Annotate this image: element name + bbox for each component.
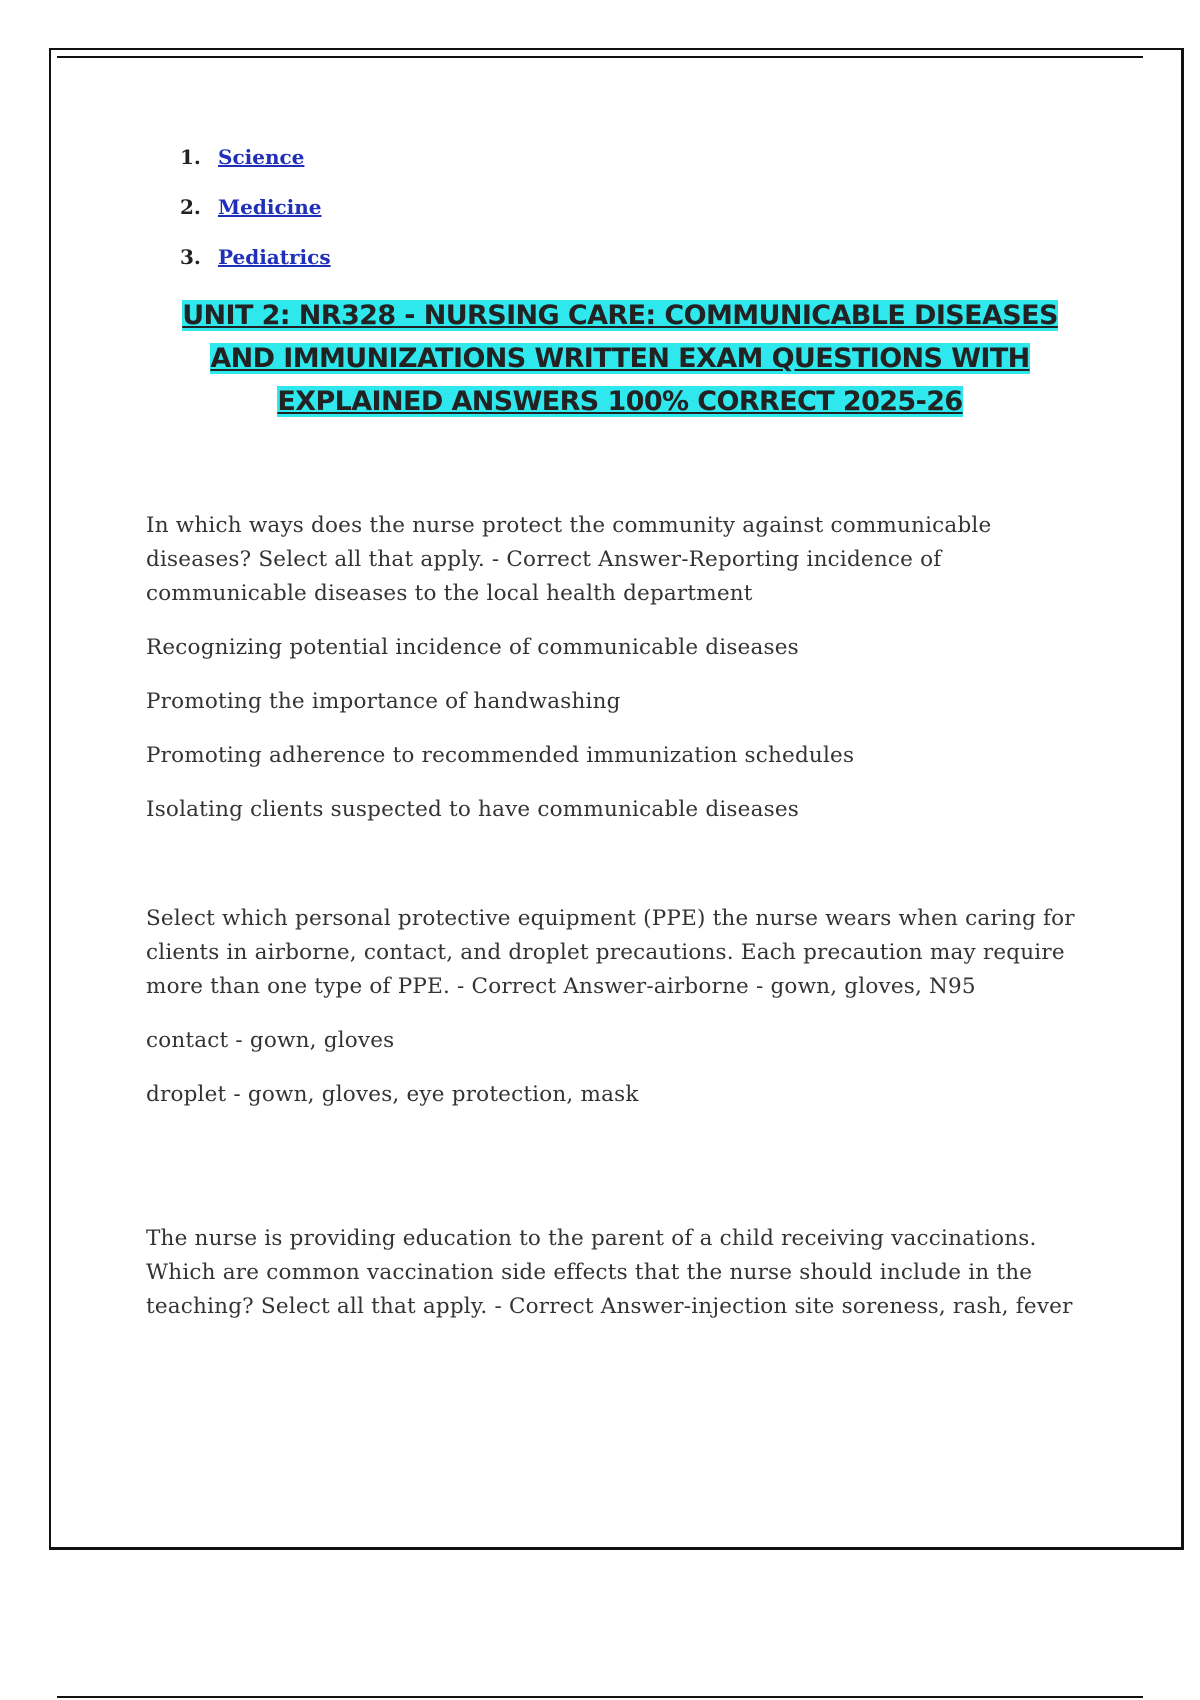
question-text: Select which personal protective equipment (PPE) the nurse wears when caring for clients in airborne, contact, and droplet precautions. Each precaution may require more than one type of PPE. - Correct Answer-airborne - gown, gloves, N95 — [146, 906, 1075, 999]
answer-item: Recognizing potential incidence of communicable diseases — [146, 635, 799, 660]
breadcrumb-item-medicine — [180, 192, 331, 242]
breadcrumb-number: 1. — [180, 145, 201, 169]
top-rule — [57, 56, 1143, 58]
answer-item: droplet - gown, gloves, eye protection, mask — [146, 1082, 639, 1107]
answer-item: Promoting the importance of handwashing — [146, 689, 621, 714]
breadcrumb-link-medicine[interactable]: Medicine — [218, 195, 322, 219]
breadcrumb — [180, 142, 331, 292]
answer-item: contact - gown, gloves — [146, 1028, 395, 1053]
answer-item: Isolating clients suspected to have communicable diseases — [146, 797, 799, 822]
breadcrumb-item-pediatrics — [180, 242, 331, 292]
bottom-rule — [57, 1696, 1143, 1698]
question-text: The nurse is providing education to the parent of a child receiving vaccinations. Which are common vaccination side effects that the nurse should include in the teaching? Select all that apply. - Correct Answer-injection site soreness, rash, fever — [146, 1226, 1073, 1319]
qa-block-3 — [146, 1222, 1086, 1344]
qa-block-1 — [146, 509, 1086, 847]
title-line: UNIT 2: NR328 - NURSING CARE: COMMUNICABLE DISEASES — [182, 300, 1058, 331]
qa-block-2 — [146, 902, 1086, 1132]
title-line: EXPLAINED ANSWERS 100% CORRECT 2025-26 — [277, 386, 963, 417]
breadcrumb-link-pediatrics[interactable]: Pediatrics — [218, 245, 331, 269]
breadcrumb-link-science[interactable]: Science — [218, 145, 305, 169]
document-title — [130, 294, 1110, 423]
breadcrumb-number: 2. — [180, 195, 201, 219]
answer-item: Promoting adherence to recommended immunization schedules — [146, 743, 855, 768]
question-text: In which ways does the nurse protect the community against communicable diseases? Select all that apply. - Correct Answer-Reporting incidence of communicable diseases to the local health department — [146, 513, 992, 606]
title-line: AND IMMUNIZATIONS WRITTEN EXAM QUESTIONS WITH — [210, 343, 1030, 374]
breadcrumb-number: 3. — [180, 245, 201, 269]
breadcrumb-item-science — [180, 142, 331, 192]
